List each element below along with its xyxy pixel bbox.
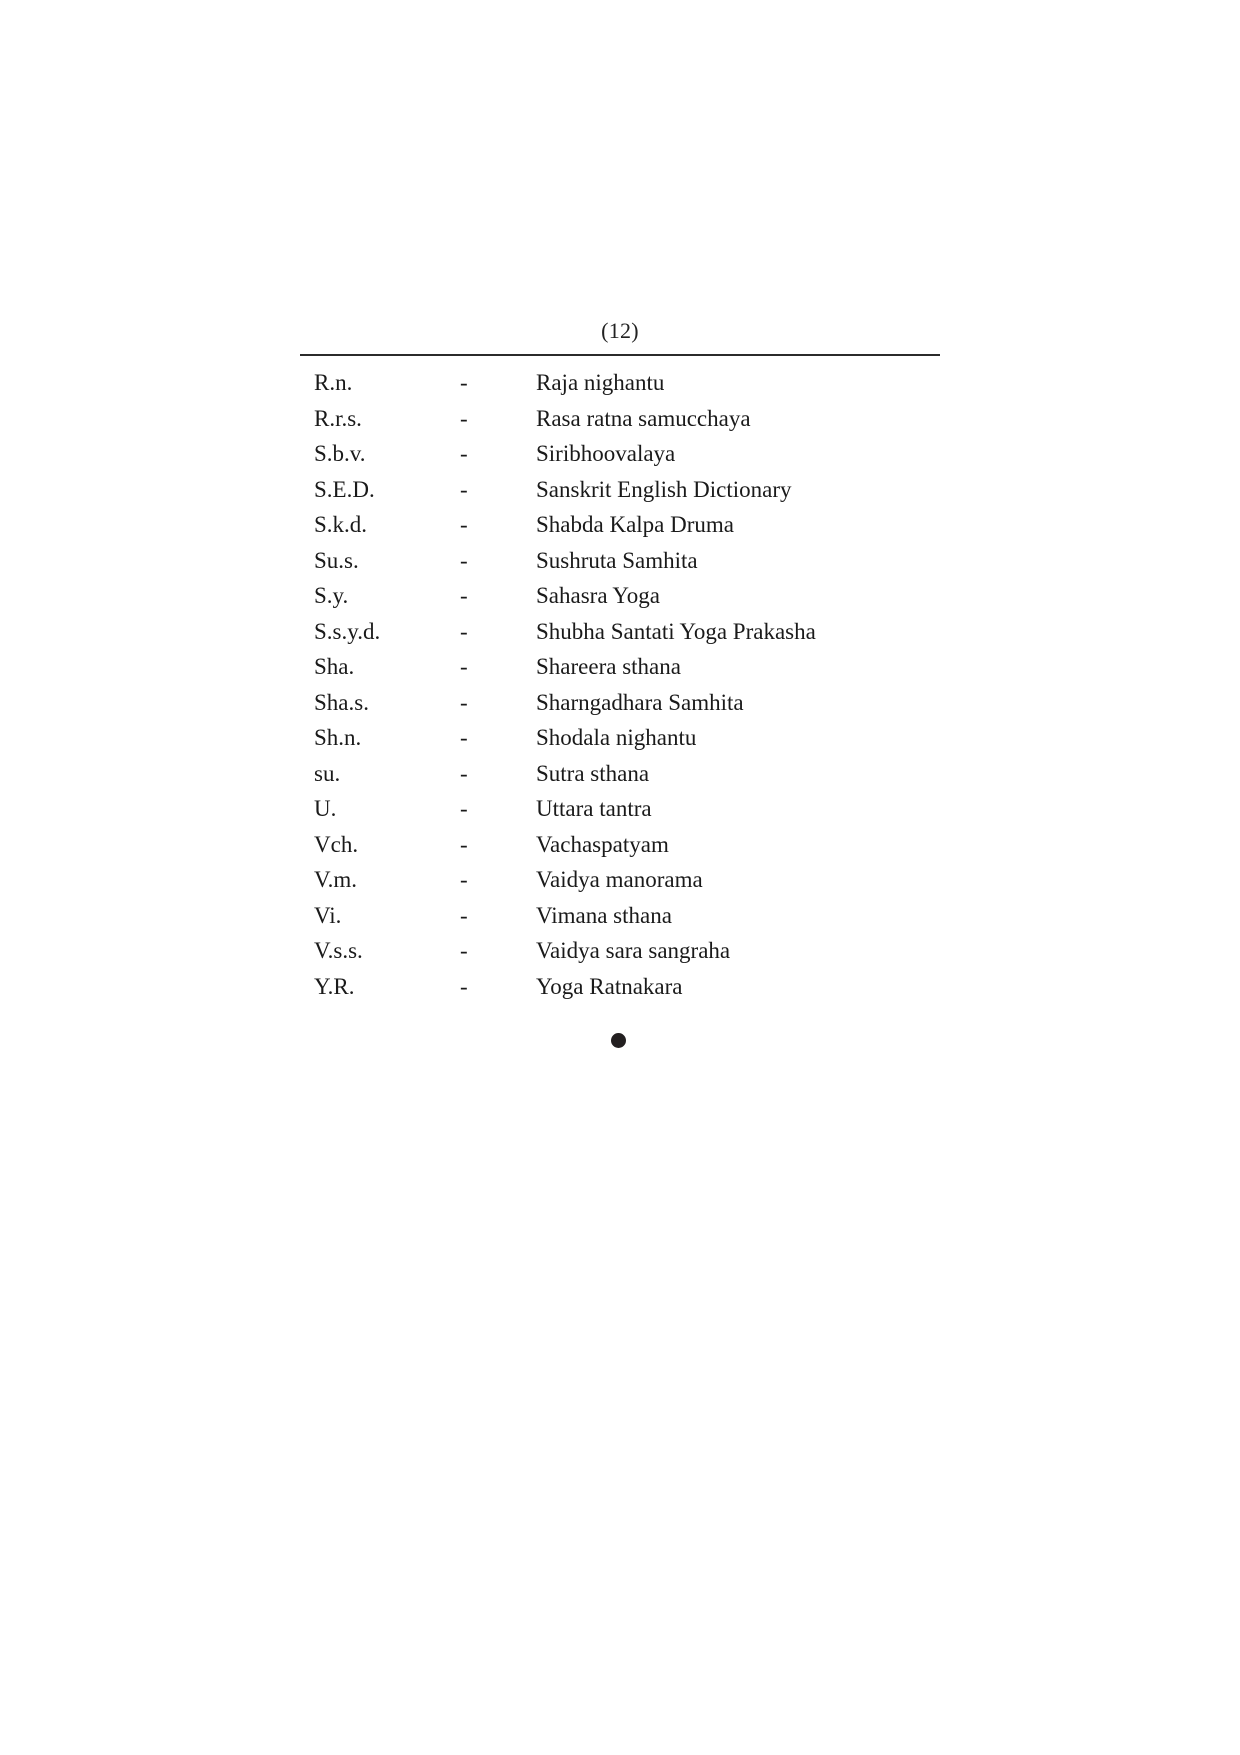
abbreviation-value: Shareera sthana	[536, 654, 681, 679]
abbreviation-row	[314, 796, 940, 832]
abbreviation-key: su.	[314, 760, 341, 786]
abbreviation-row	[314, 406, 940, 442]
abbreviation-key: S.b.v.	[314, 441, 366, 466]
abbreviation-separator: -	[460, 725, 468, 750]
abbreviation-value: Shabda Kalpa Druma	[536, 512, 734, 537]
abbreviation-value: Rasa ratna samucchaya	[536, 405, 751, 431]
abbreviation-value: Uttara tantra	[536, 796, 652, 821]
abbreviation-value: Raja nighantu	[536, 370, 665, 395]
abbreviation-separator: -	[460, 760, 468, 786]
abbreviation-value: Shodala nighantu	[536, 725, 697, 750]
abbreviation-key: R.n.	[314, 370, 353, 395]
abbreviation-value: Sanskrit English Dictionary	[536, 476, 792, 502]
abbreviation-value: Vaidya sara sangraha	[536, 938, 731, 963]
abbreviation-row	[314, 938, 940, 974]
abbreviation-value: Yoga Ratnakara	[536, 973, 683, 999]
abbreviation-row	[314, 583, 940, 619]
abbreviation-separator: -	[460, 405, 468, 431]
abbreviation-row	[314, 654, 940, 690]
abbreviation-key: S.E.D.	[314, 476, 375, 502]
abbreviation-row	[314, 867, 940, 903]
abbreviation-separator: -	[460, 796, 468, 821]
abbreviation-value: Sushruta Samhita	[536, 547, 698, 573]
header-divider	[300, 354, 940, 356]
abbreviation-separator: -	[460, 476, 468, 502]
abbreviation-value: Vimana sthana	[536, 902, 672, 928]
abbreviation-separator: -	[460, 973, 468, 999]
abbreviation-separator: -	[460, 902, 468, 928]
abbreviation-key: Vi.	[314, 902, 342, 928]
abbreviation-row	[314, 441, 940, 477]
abbreviation-key: R.r.s.	[314, 405, 362, 431]
abbreviations-section	[300, 320, 940, 1009]
abbreviation-key: U.	[314, 796, 337, 821]
abbreviation-row	[314, 512, 940, 548]
abbreviation-separator: -	[460, 654, 468, 679]
abbreviation-key: V.s.s.	[314, 938, 363, 963]
abbreviation-value: Sharngadhara Samhita	[536, 689, 744, 715]
abbreviation-key: Sh.n.	[314, 725, 362, 750]
abbreviation-list	[300, 370, 940, 1009]
abbreviation-key: Sha.s.	[314, 689, 369, 715]
abbreviation-key: Sha.	[314, 654, 355, 679]
abbreviation-row	[314, 370, 940, 406]
abbreviation-row	[314, 974, 940, 1010]
abbreviation-separator: -	[460, 831, 468, 857]
abbreviation-separator: -	[460, 370, 468, 395]
abbreviation-separator: -	[460, 689, 468, 715]
abbreviation-row	[314, 619, 940, 655]
abbreviation-separator: -	[460, 583, 468, 608]
abbreviation-key: Su.s.	[314, 547, 359, 573]
abbreviation-separator: -	[460, 867, 468, 892]
abbreviation-key: V.m.	[314, 867, 358, 892]
abbreviation-value: Vachaspatyam	[536, 831, 669, 857]
abbreviation-separator: -	[460, 512, 468, 537]
abbreviation-key: S.y.	[314, 583, 349, 608]
abbreviation-value: Vaidya manorama	[536, 867, 703, 892]
abbreviation-separator: -	[460, 938, 468, 963]
abbreviation-row	[314, 761, 940, 797]
abbreviation-key: S.s.y.d.	[314, 618, 381, 644]
abbreviation-value: Shubha Santati Yoga Prakasha	[536, 618, 816, 644]
abbreviation-separator: -	[460, 547, 468, 573]
abbreviation-row	[314, 903, 940, 939]
abbreviation-separator: -	[460, 441, 468, 466]
abbreviation-value: Siribhoovalaya	[536, 441, 676, 466]
end-of-section-bullet-icon	[611, 1033, 626, 1048]
abbreviation-row	[314, 690, 940, 726]
abbreviation-value: Sahasra Yoga	[536, 583, 660, 608]
abbreviation-row	[314, 548, 940, 584]
abbreviation-row	[314, 832, 940, 868]
abbreviation-separator: -	[460, 618, 468, 644]
page-number: (12)	[601, 318, 639, 343]
abbreviation-row	[314, 477, 940, 513]
abbreviation-key: Vch.	[314, 831, 359, 857]
abbreviation-key: Y.R.	[314, 973, 355, 999]
abbreviation-value: Sutra sthana	[536, 760, 650, 786]
abbreviation-key: S.k.d.	[314, 512, 368, 537]
abbreviation-row	[314, 725, 940, 761]
